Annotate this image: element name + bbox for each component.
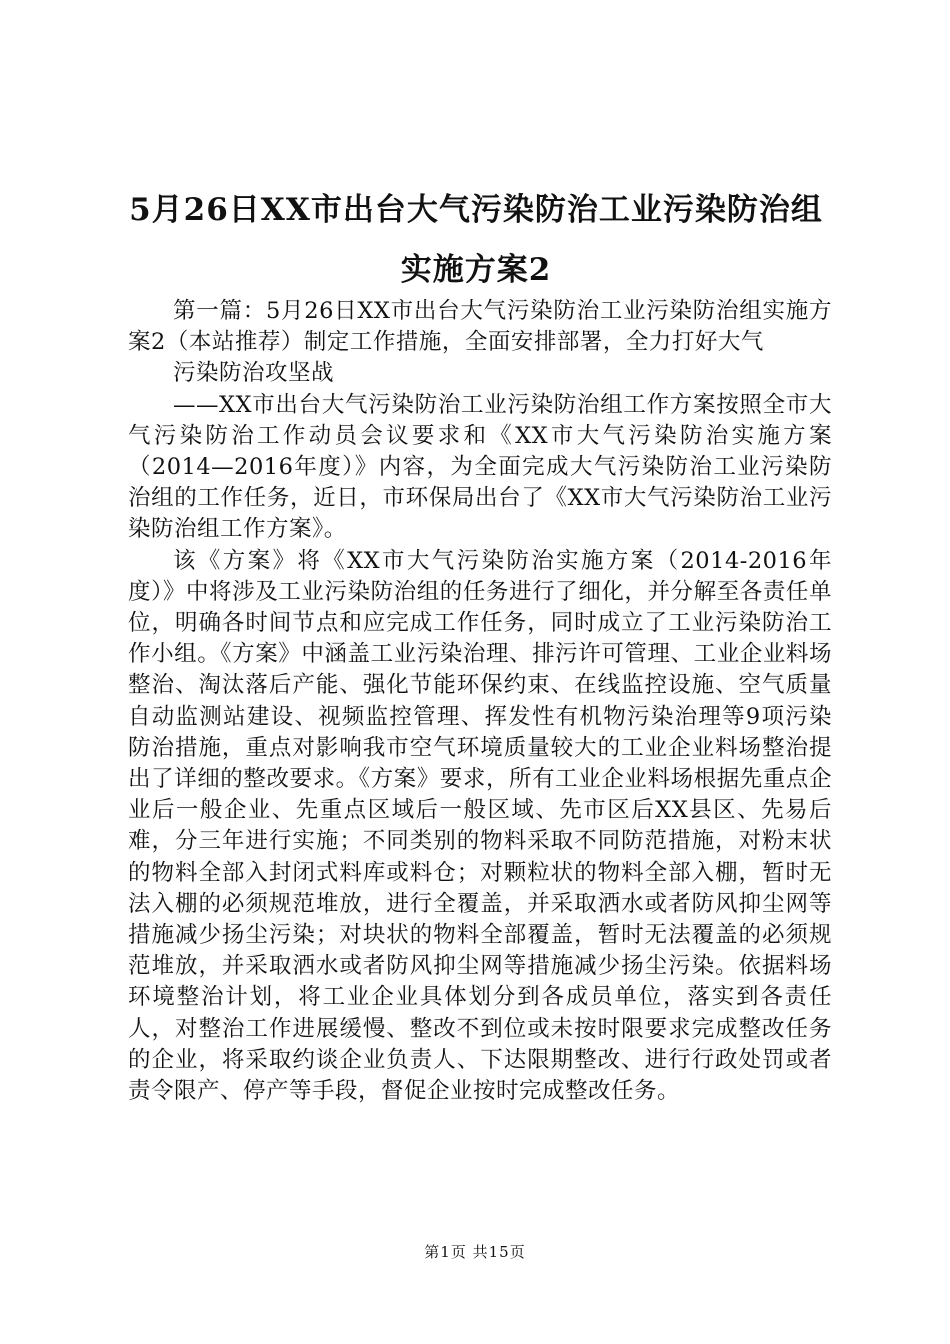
paragraph-plan-details: 该《方案》将《XX市大气污染防治实施方案（2014-2016年度）》中将涉及工业污染防治组的任务进行了细化，并分解至各责任单位，明确各时间节点和应完成工作任务，同时成立了工业污染防治工作小组。《方案》中涵盖工业污染治理、排污许可管理、工业企业料场整治、淘汰落后产能、强化节能环保约束、在线监控设施、空气质量自动监测站建设、视频监控管理、挥发性有机物污染治理等9项污染防治措施，重点对影响我市空气环境质量较大的工业企业料场整治提出了详细的整改要求。《方案》要求，所有工业企业料场根据先重点企业后一般企业、先重点区域后一般区域、先市区后XX县区、先易后难，分三年进行实施；不同类别的物料采取不同防范措施，对粉末状的物料全部入封闭式料库或料仓；对颗粒状的物料全部入棚，暂时无法入棚的必须规范堆放，进行全覆盖，并采取洒水或者防风抑尘网等措施减少扬尘污染；对块状的物料全部覆盖，暂时无法覆盖的必须规范堆放，并采取洒水或者防风抑尘网等措施减少扬尘污染。依据料场环境整治计划，将工业企业具体划分到各成员单位，落实到各责任人，对整治工作进展缓慢、整改不到位或未按时限要求完成整改任务的企业，将采取约谈企业负责人、下达限期整改、进行行政处罚或者责令限产、停产等手段，督促企业按时完成整改任务。 bbox=[128, 547, 832, 1105]
document-title: 5月26日XX市出台大气污染防治工业污染防治组实施方案2 bbox=[129, 192, 823, 288]
page-number-footer: 第1页 共15页 bbox=[424, 1243, 526, 1261]
paragraph-announcement: ——XX市出台大气污染防治工业污染防治组工作方案按照全市大气污染防治工作动员会议要求和《XX市大气污染防治实施方案（2014—2016年度）》内容，为全面完成大气污染防治工业污染防治组的工作任务，近日，市环保局出台了《XX市大气污染防治工业污染防治组工作方案》。 bbox=[128, 391, 832, 543]
paragraph-intro: 第一篇：5月26日XX市出台大气污染防治工业污染防治组实施方案2（本站推荐）制定工作措施，全面安排部署，全力打好大气 bbox=[128, 298, 832, 356]
paragraph-subtitle: 污染防治攻坚战 bbox=[173, 360, 335, 387]
document-body bbox=[128, 296, 832, 1107]
